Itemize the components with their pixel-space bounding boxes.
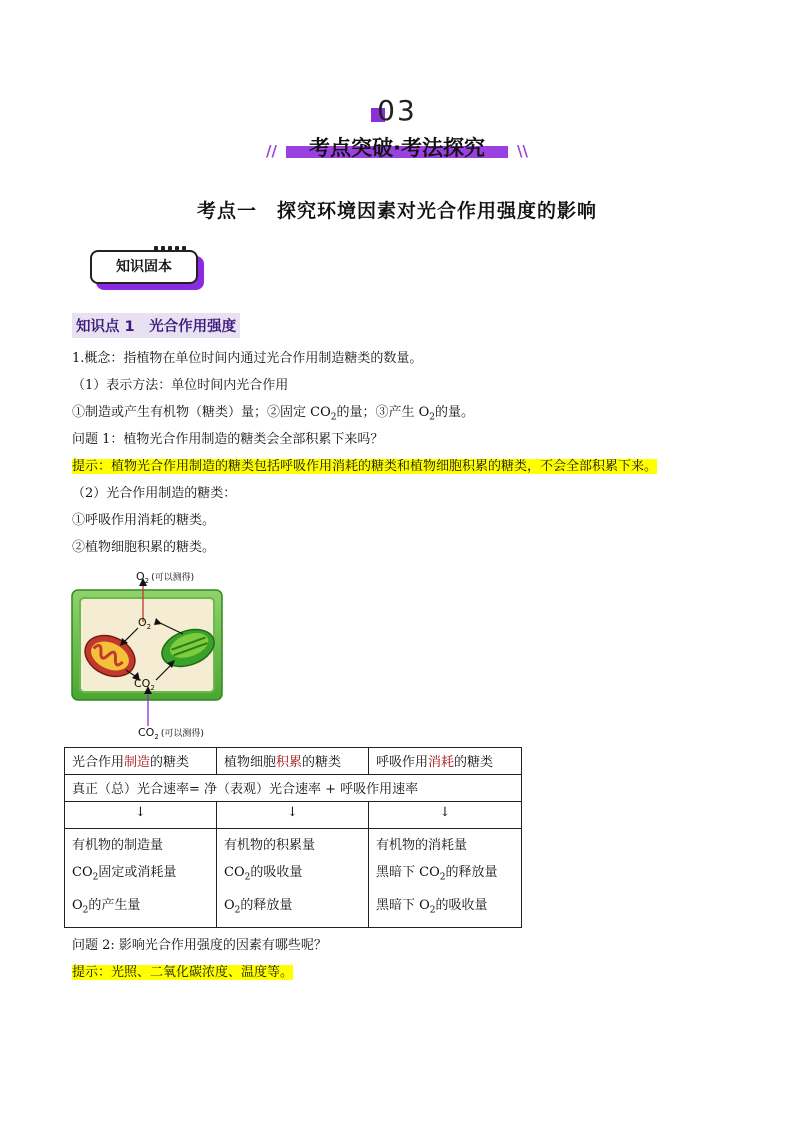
cell-diagram bbox=[68, 568, 233, 740]
table-row bbox=[65, 748, 522, 775]
table-header-cell: 植物细胞积累的糖类 bbox=[217, 748, 369, 775]
table-row bbox=[65, 829, 522, 928]
production-cell: 有机物的制造量 $CO_2$固定或消耗量 $O_2$的产生量 bbox=[65, 829, 217, 928]
banner-slash-left: // bbox=[266, 142, 277, 160]
sugar-item-2: ②植物细胞积累的糖类。 bbox=[72, 540, 216, 555]
banner-title: 考点突破·考法探究 bbox=[309, 136, 485, 160]
question-2: 问题 2: 影响光合作用强度的因素有哪些呢？ bbox=[72, 938, 327, 953]
concept-line: 1.概念：指植物在单位时间内通过光合作用制造糖类的数量。 bbox=[72, 351, 423, 366]
banner-slash-right: \\ bbox=[517, 142, 528, 160]
sugar-item-1: ①呼吸作用消耗的糖类。 bbox=[72, 513, 216, 528]
section-title: 考点一 探究环境因素对光合作用强度的影响 bbox=[196, 200, 597, 222]
sugar-title: （2）光合作用制造的糖类： bbox=[72, 486, 237, 501]
method-line: （1）表示方法：单位时间内光合作用 bbox=[72, 378, 289, 393]
co2-bottom-label: $CO_2$ $^{(可以测得)}$ bbox=[138, 726, 204, 740]
o2-mid-label: $O_2$ bbox=[138, 616, 152, 631]
answer-1: 提示：植物光合作用制造的糖类包括呼吸作用消耗的糖类和植物细胞积累的糖类，不会全部积累下来。 bbox=[72, 459, 658, 474]
table-header-cell: 光合作用制造的糖类 bbox=[65, 748, 217, 775]
question-1: 问题 1：植物光合作用制造的糖类会全部积累下来吗？ bbox=[72, 432, 384, 447]
knowledge-point-title: 知识点 1 光合作用强度 bbox=[72, 313, 240, 338]
arrow-cell: ↓ bbox=[217, 802, 369, 829]
table-row bbox=[65, 802, 522, 829]
consumption-cell: 有机物的消耗量 黑暗下 $CO_2$的释放量 黑暗下 $O_2$的吸收量 bbox=[369, 829, 522, 928]
sugar-table bbox=[64, 747, 522, 928]
knowledge-badge bbox=[90, 250, 202, 286]
table-row bbox=[65, 775, 522, 802]
formula-cell: 真正（总）光合速率= 净（表观）光合速率 + 呼吸作用速率 bbox=[65, 775, 522, 802]
co2-mid-label: $CO_2$ bbox=[134, 677, 155, 692]
arrow-cell: ↓ bbox=[65, 802, 217, 829]
measures-line: ①制造或产生有机物（糖类）量；②固定 $CO_2$的量；③产生 $O_2$的量。 bbox=[72, 405, 475, 423]
o2-top-label: $O_2$ $^{(可以测得)}$ bbox=[136, 570, 195, 585]
chapter-banner bbox=[266, 132, 528, 160]
answer-2: 提示：光照、二氧化碳浓度、温度等。 bbox=[72, 965, 294, 980]
badge-label: 知识固本 bbox=[90, 250, 198, 284]
table-header-cell: 呼吸作用消耗的糖类 bbox=[369, 748, 522, 775]
accumulation-cell: 有机物的积累量 $CO_2$的吸收量 $O_2$的释放量 bbox=[217, 829, 369, 928]
chapter-number: 03 bbox=[377, 94, 417, 127]
arrow-cell: ↓ bbox=[369, 802, 522, 829]
